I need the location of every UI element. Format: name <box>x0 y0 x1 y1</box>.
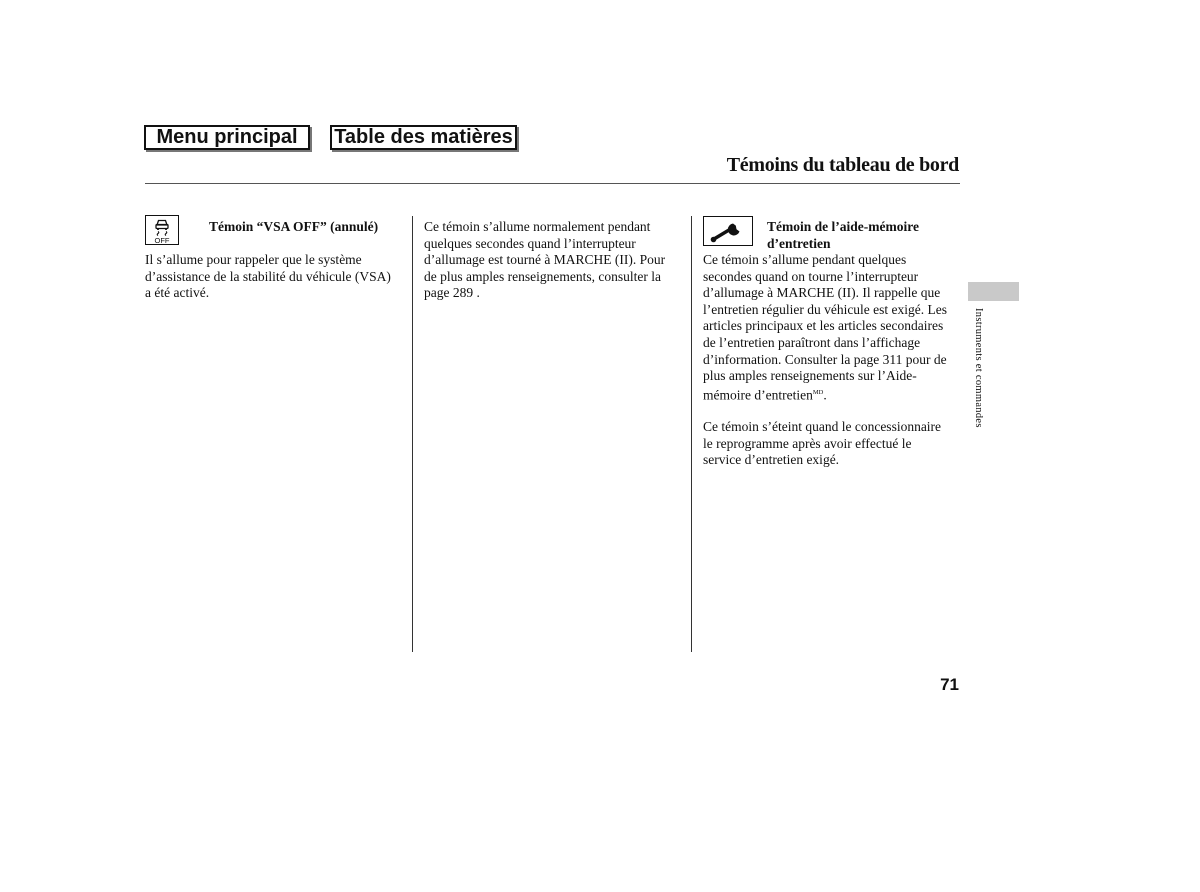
maintenance-paragraph-text: Ce témoin s’allume pendant quelques secondes quand on tourne l’interrupteur d’allumage à MARCHE (II). Il rappelle que l’entretien régulier du véhicule est exigé. Les articles principaux et les articles secondaires de l’entretien paraîtront dans l’affichage d’information. Consulter la page 311 pour de plus amples renseignements sur l’Aide- mémoire d’entretien <box>703 252 948 403</box>
section-title: Témoins du tableau de bord <box>726 154 959 176</box>
main-menu-button[interactable]: Menu principal <box>144 125 310 150</box>
header-divider <box>145 183 960 184</box>
vsa-off-warning-icon <box>145 215 179 245</box>
maintenance-minder-paragraph <box>703 252 965 404</box>
chapter-tab-label: Instruments et commandes <box>973 308 984 428</box>
page-number: 71 <box>940 675 959 694</box>
wrench-icon <box>703 216 753 246</box>
vsa-off-paragraph: Il s’allume pour rappeler que le système d’assistance de la stabilité du véhicule (VSA) a été activé. <box>145 252 391 301</box>
registered-mark: MD <box>812 388 824 396</box>
maintenance-minder-heading: Témoin de l’aide-mémoire d’entretien <box>767 219 919 251</box>
column-divider <box>691 216 692 652</box>
chapter-tab <box>968 282 1019 301</box>
vsa-off-heading: Témoin “VSA OFF” (annulé) <box>209 219 379 234</box>
vsa-off-continuation-paragraph: Ce témoin s’allume normalement pendant quelques secondes quand l’interrupteur d’allumage est tourné à MARCHE (II). Pour de plus amples renseignements, consulter la page 289 . <box>424 219 666 301</box>
maintenance-paragraph-end: . <box>823 387 827 403</box>
vsa-icon-off-text: OFF <box>154 236 170 244</box>
column-divider <box>412 216 413 652</box>
maintenance-reset-paragraph: Ce témoin s’éteint quand le concessionnaire le reprogramme après avoir effectué le service d’entretien exigé. <box>703 419 942 468</box>
table-of-contents-button[interactable]: Table des matières <box>330 125 517 150</box>
